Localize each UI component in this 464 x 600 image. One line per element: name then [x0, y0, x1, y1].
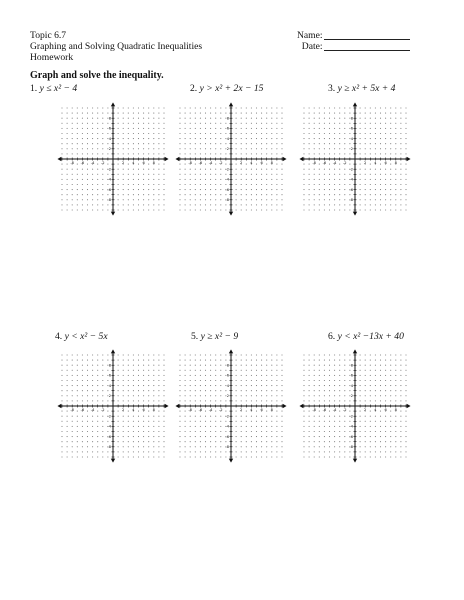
x-tick-label: 2 — [122, 408, 125, 413]
y-tick-label: -2 — [107, 167, 111, 172]
problem-number: 1. — [30, 83, 38, 94]
y-tick-label: -6 — [349, 187, 353, 192]
axis-arrow — [229, 459, 233, 463]
axis-arrow — [353, 212, 357, 216]
y-tick-label: -8 — [225, 198, 229, 203]
x-tick-label: -2 — [219, 161, 223, 166]
y-tick-label: 8 — [350, 363, 353, 368]
date-label: Date: — [301, 41, 323, 52]
x-tick-label: 6 — [142, 161, 145, 166]
problem-number: 4. — [55, 331, 63, 342]
x-tick-label: 8 — [152, 161, 155, 166]
worksheet-subtitle: Homework — [30, 52, 74, 63]
student-info — [297, 30, 410, 52]
x-tick-label: 8 — [394, 161, 397, 166]
y-tick-label: -4 — [349, 424, 353, 429]
axis-arrow — [407, 157, 411, 161]
y-tick-label: 2 — [108, 394, 111, 399]
grid-canvas — [173, 347, 289, 469]
x-tick-label: -2 — [343, 408, 347, 413]
problem-2 — [190, 83, 263, 94]
axis-arrow — [353, 349, 357, 353]
y-tick-label: 2 — [226, 147, 229, 152]
coordinate-grid-4[interactable] — [55, 347, 171, 469]
axis-arrow — [229, 349, 233, 353]
axis-arrow — [165, 404, 169, 408]
x-tick-label: 6 — [260, 161, 263, 166]
x-tick-label: 2 — [364, 161, 367, 166]
x-tick-label: -6 — [198, 408, 203, 413]
y-tick-label: -4 — [349, 177, 353, 182]
x-tick-label: 4 — [374, 408, 377, 413]
axis-arrow — [407, 404, 411, 408]
worksheet-title: Graphing and Solving Quadratic Inequalities — [30, 41, 203, 52]
y-tick-label: 4 — [350, 136, 353, 141]
x-tick-label: 2 — [240, 161, 243, 166]
x-tick-label: -8 — [312, 408, 316, 413]
x-tick-label: -8 — [312, 161, 316, 166]
x-tick-label: -8 — [70, 408, 74, 413]
y-tick-label: 2 — [226, 394, 229, 399]
x-tick-label: -2 — [343, 161, 347, 166]
y-tick-label: 6 — [108, 373, 111, 378]
y-tick-label: -6 — [349, 434, 353, 439]
x-tick-label: 8 — [270, 161, 273, 166]
y-tick-label: 4 — [226, 383, 229, 388]
x-tick-label: -8 — [188, 161, 192, 166]
grid-canvas — [55, 347, 171, 469]
x-tick-label: -4 — [208, 161, 213, 166]
axis-arrow — [111, 102, 115, 106]
axis-arrow — [229, 102, 233, 106]
y-tick-label: 2 — [350, 394, 353, 399]
x-tick-label: 6 — [142, 408, 145, 413]
axis-arrow — [111, 349, 115, 353]
x-tick-label: 8 — [270, 408, 273, 413]
x-tick-label: -6 — [198, 161, 203, 166]
problem-inequality: y ≥ x² − 9 — [200, 331, 239, 342]
axis-arrow — [283, 157, 287, 161]
y-tick-label: -4 — [225, 177, 229, 182]
axis-arrow — [353, 102, 357, 106]
axis-arrow — [229, 212, 233, 216]
x-tick-label: -4 — [90, 408, 95, 413]
y-tick-label: -2 — [107, 414, 111, 419]
y-tick-label: 6 — [350, 126, 353, 131]
problem-number: 2. — [190, 83, 198, 94]
axis-arrow — [353, 459, 357, 463]
x-tick-label: 8 — [394, 408, 397, 413]
y-tick-label: 2 — [350, 147, 353, 152]
x-tick-label: 4 — [250, 161, 253, 166]
x-tick-label: -4 — [332, 408, 337, 413]
coordinate-grid-6[interactable] — [297, 347, 413, 469]
name-blank[interactable] — [324, 30, 410, 40]
axis-arrow — [175, 157, 179, 161]
x-tick-label: -6 — [80, 161, 85, 166]
x-tick-label: 2 — [240, 408, 243, 413]
x-tick-label: 6 — [384, 408, 387, 413]
x-tick-label: 2 — [122, 161, 125, 166]
y-tick-label: -6 — [225, 434, 229, 439]
y-tick-label: 8 — [108, 363, 111, 368]
y-tick-label: 8 — [108, 116, 111, 121]
y-tick-label: -6 — [107, 187, 111, 192]
y-tick-label: -8 — [349, 198, 353, 203]
coordinate-grid-1[interactable] — [55, 100, 171, 222]
problem-inequality: y ≤ x² − 4 — [39, 83, 78, 94]
axis-arrow — [111, 212, 115, 216]
x-tick-label: -6 — [80, 408, 85, 413]
worksheet-header — [30, 30, 202, 63]
name-row — [297, 30, 410, 41]
x-tick-label: 2 — [364, 408, 367, 413]
problem-4 — [55, 331, 108, 342]
y-tick-label: 4 — [108, 383, 111, 388]
y-tick-label: 4 — [350, 383, 353, 388]
axis-arrow — [57, 404, 61, 408]
y-tick-label: 6 — [108, 126, 111, 131]
y-tick-label: -2 — [349, 414, 353, 419]
x-tick-label: 6 — [384, 161, 387, 166]
y-tick-label: -4 — [107, 177, 111, 182]
y-tick-label: 4 — [226, 136, 229, 141]
x-tick-label: 4 — [374, 161, 377, 166]
x-tick-label: -2 — [101, 161, 105, 166]
problem-inequality: y < x² − 5x — [64, 331, 108, 342]
problem-inequality: y > x² + 2x − 15 — [199, 83, 264, 94]
x-tick-label: 4 — [132, 408, 135, 413]
topic-label: Topic 6.7 — [30, 30, 67, 41]
x-tick-label: 6 — [260, 408, 263, 413]
x-tick-label: -6 — [322, 408, 327, 413]
problem-3 — [328, 83, 395, 94]
y-tick-label: 2 — [108, 147, 111, 152]
problem-number: 6. — [328, 331, 336, 342]
y-tick-label: -8 — [349, 445, 353, 450]
problem-5 — [191, 331, 238, 342]
y-tick-label: -6 — [225, 187, 229, 192]
y-tick-label: 6 — [226, 126, 229, 131]
x-tick-label: -2 — [219, 408, 223, 413]
name-label: Name: — [297, 30, 323, 41]
grid-canvas — [173, 100, 289, 222]
axis-arrow — [165, 157, 169, 161]
y-tick-label: -4 — [225, 424, 229, 429]
y-tick-label: 8 — [350, 116, 353, 121]
x-tick-label: -2 — [101, 408, 105, 413]
axis-arrow — [175, 404, 179, 408]
y-tick-label: 8 — [226, 363, 229, 368]
x-tick-label: -8 — [70, 161, 74, 166]
x-tick-label: -6 — [322, 161, 327, 166]
problem-inequality: y ≥ x² + 5x + 4 — [337, 83, 396, 94]
x-tick-label: 4 — [132, 161, 135, 166]
y-tick-label: 6 — [226, 373, 229, 378]
grid-canvas — [297, 347, 413, 469]
x-tick-label: -4 — [208, 408, 213, 413]
date-row — [297, 41, 410, 52]
date-blank[interactable] — [324, 41, 410, 51]
axis-arrow — [57, 157, 61, 161]
y-tick-label: 6 — [350, 373, 353, 378]
y-tick-label: -8 — [107, 198, 111, 203]
x-tick-label: -4 — [90, 161, 95, 166]
y-tick-label: -2 — [349, 167, 353, 172]
x-tick-label: -8 — [188, 408, 192, 413]
y-tick-label: -4 — [107, 424, 111, 429]
coordinate-grid-2[interactable] — [173, 100, 289, 222]
coordinate-grid-5[interactable] — [173, 347, 289, 469]
y-tick-label: 8 — [226, 116, 229, 121]
coordinate-grid-3[interactable] — [297, 100, 413, 222]
axis-arrow — [111, 459, 115, 463]
axis-arrow — [283, 404, 287, 408]
y-tick-label: -6 — [107, 434, 111, 439]
y-tick-label: -2 — [225, 414, 229, 419]
y-tick-label: -2 — [225, 167, 229, 172]
y-tick-label: 4 — [108, 136, 111, 141]
y-tick-label: -8 — [225, 445, 229, 450]
problem-number: 5. — [191, 331, 199, 342]
x-tick-label: -4 — [332, 161, 337, 166]
x-tick-label: 4 — [250, 408, 253, 413]
instructions: Graph and solve the inequality. — [30, 70, 164, 81]
grid-canvas — [297, 100, 413, 222]
grid-canvas — [55, 100, 171, 222]
axis-arrow — [299, 157, 303, 161]
y-tick-label: -8 — [107, 445, 111, 450]
problem-6 — [328, 331, 404, 342]
axis-arrow — [299, 404, 303, 408]
problem-inequality: y < x² −13x + 40 — [337, 331, 404, 342]
problem-number: 3. — [328, 83, 336, 94]
problem-1 — [30, 83, 77, 94]
x-tick-label: 8 — [152, 408, 155, 413]
